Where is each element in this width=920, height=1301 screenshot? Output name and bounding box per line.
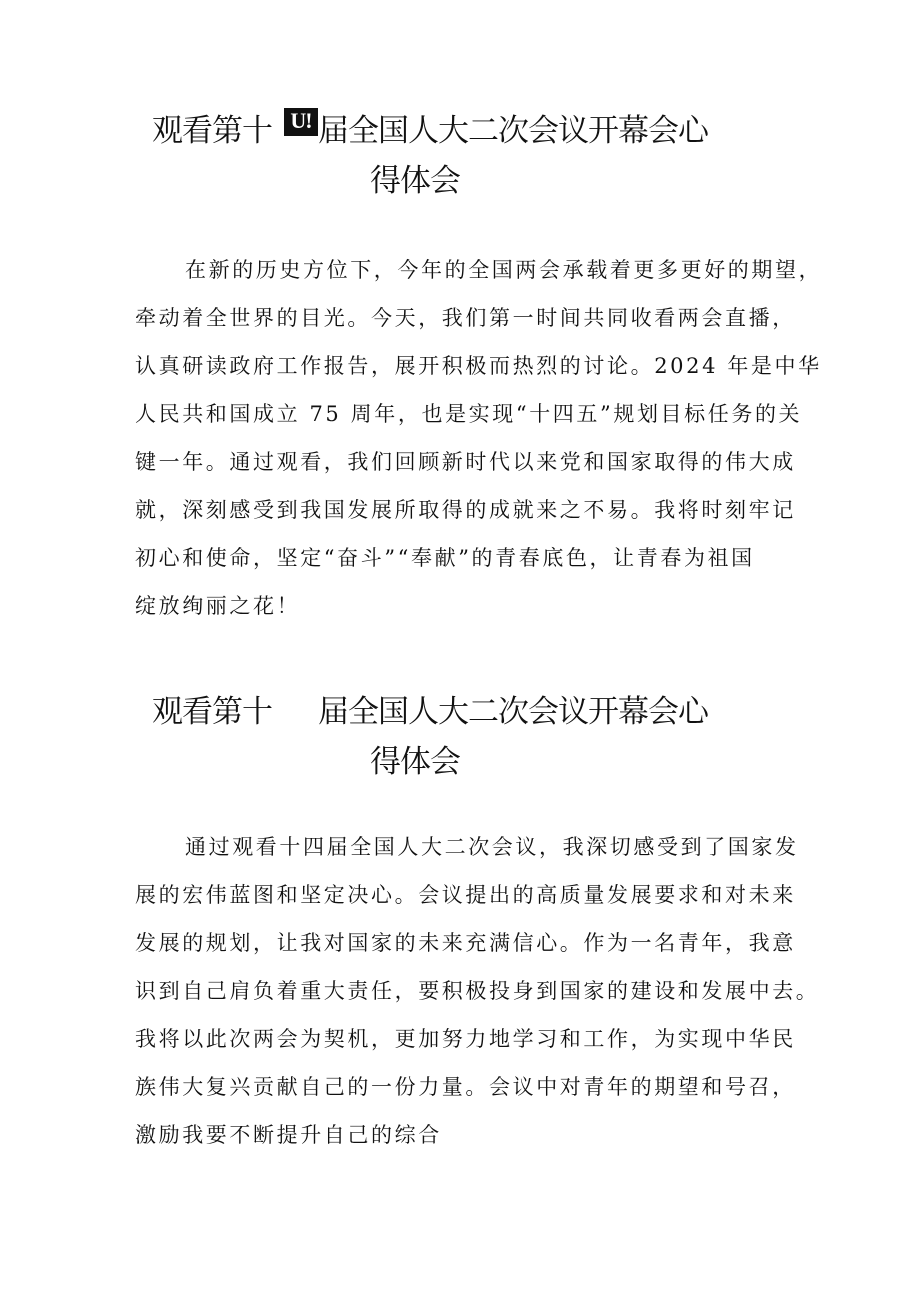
paragraph-line: 绽放绚丽之花！	[135, 594, 301, 618]
section-1-title-line-1	[130, 106, 790, 156]
paragraph-line: 牵动着全世界的目光。今天，我们第一时间共同收看两会直播，	[135, 306, 796, 330]
section-1-title-part-2: 届全国人大二次会议开幕会心	[318, 113, 708, 149]
paragraph-line: 在新的历史方位下，今年的全国两会承载着更多更好的期望，	[185, 258, 823, 282]
title-gap	[272, 107, 318, 148]
section-2-paragraph	[135, 823, 820, 1159]
section-2-title-part-2: 届全国人大二次会议开幕会心	[318, 694, 708, 730]
paragraph-line: 识到自己肩负着重大责任，要积极投身到国家的建设和发展中去。	[135, 979, 820, 1003]
scan-artifact-mark: U!	[284, 108, 318, 136]
paragraph-line: 发展的规划，让我对国家的未来充满信心。作为一名青年，我意	[135, 931, 796, 955]
paragraph-line: 激励我要不断提升自己的综合	[135, 1123, 442, 1147]
section-2-title-line-1	[130, 687, 790, 737]
section-1-title	[130, 106, 790, 206]
title-gap	[272, 699, 318, 729]
section-1-title-part-1: 观看第十	[152, 113, 272, 149]
paragraph-line: 认真研读政府工作报告，展开积极而热烈的讨论。2024 年是中华	[135, 354, 822, 378]
paragraph-line: 键一年。通过观看，我们回顾新时代以来党和国家取得的伟大成	[135, 450, 796, 474]
paragraph-line: 族伟大复兴贡献自己的一份力量。会议中对青年的期望和号召，	[135, 1075, 796, 1099]
section-2-title	[130, 687, 790, 787]
paragraph-line: 人民共和国成立 75 周年，也是实现“十四五”规划目标任务的关	[135, 402, 803, 426]
section-1-paragraph	[135, 246, 823, 630]
paragraph-line: 展的宏伟蓝图和坚定决心。会议提出的高质量发展要求和对未来	[135, 883, 796, 907]
section-1-title-line-2: 得体会	[370, 163, 460, 199]
paragraph-line: 初心和使命，坚定“奋斗”“奉献”的青春底色，让青春为祖国	[135, 546, 755, 570]
paragraph-line: 就，深刻感受到我国发展所取得的成就来之不易。我将时刻牢记	[135, 498, 796, 522]
section-2-title-line-2: 得体会	[370, 744, 460, 780]
paragraph-line: 我将以此次两会为契机，更加努力地学习和工作，为实现中华民	[135, 1027, 796, 1051]
section-2-title-part-1: 观看第十	[152, 694, 272, 730]
paragraph-line: 通过观看十四届全国人大二次会议，我深切感受到了国家发	[185, 835, 799, 859]
